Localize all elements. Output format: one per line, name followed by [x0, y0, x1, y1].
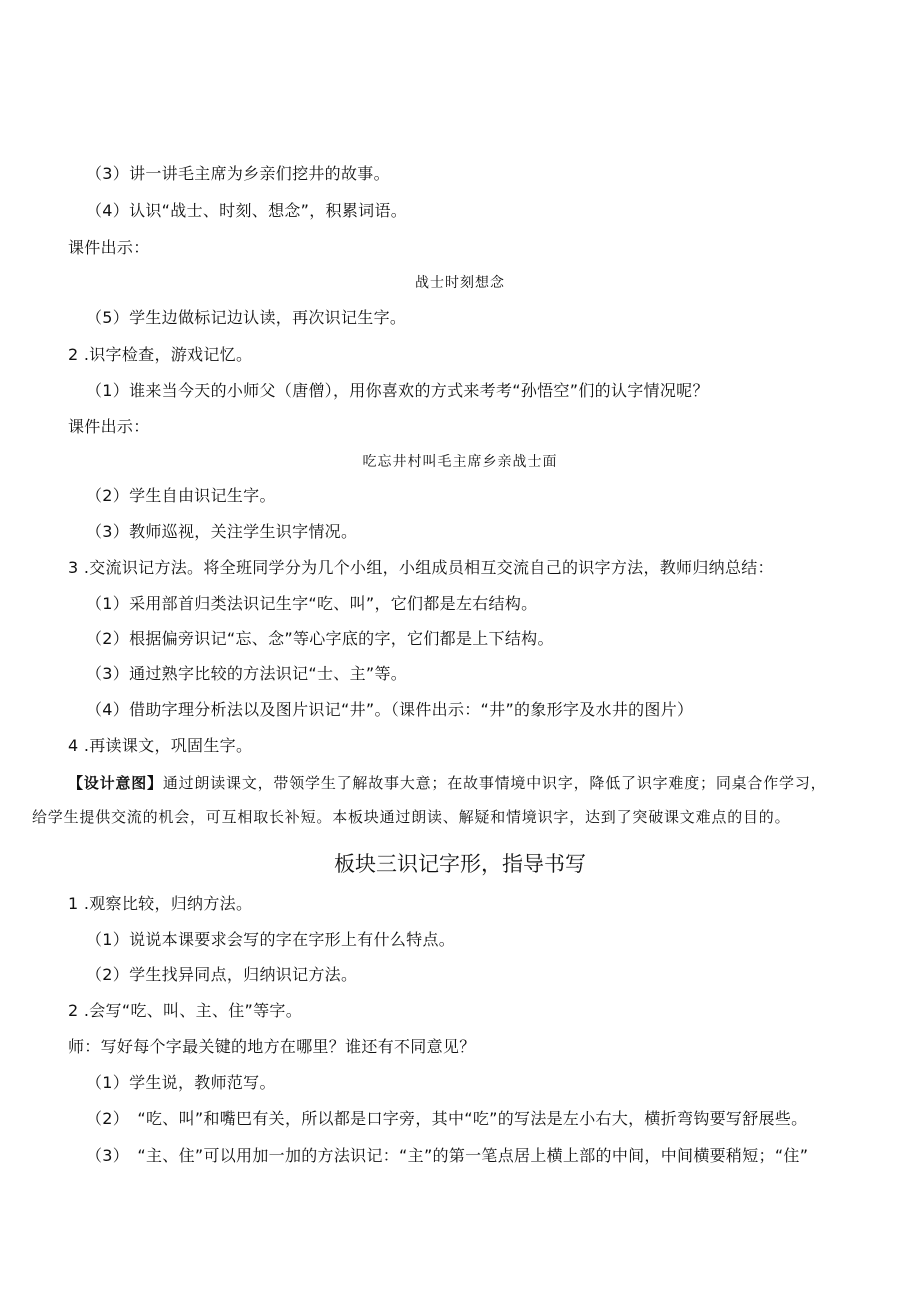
method-2: （2）根据偏旁识记“忘、念”等心字底的字，它们都是上下结构。: [86, 629, 554, 648]
block3-step-1-2: （2）学生找异同点，归纳识记方法。: [86, 965, 358, 984]
method-4: （4）借助字理分析法以及图片识记“井”。（课件出示：“井”的象形字及水井的图片）: [86, 700, 694, 719]
block3-step-1: 1 .观察比较，归纳方法。: [68, 894, 253, 913]
section-4-title: 4 .再读课文，巩固生字。: [68, 736, 253, 755]
design-intent-text: 通过朗读课文，带领学生了解故事大意；在故事情境中识字，降低了识字难度；同桌合作学习，: [162, 774, 827, 792]
section-2-title: 2 .识字检查，游戏记忆。: [68, 345, 253, 364]
block3-step-2: 2 .会写“吃、叫、主、住”等字。: [68, 1001, 303, 1020]
design-intent-label: 【设计意图】: [68, 774, 163, 792]
courseware-label: 课件出示：: [68, 238, 150, 257]
game-step-2: （2）学生自由识记生字。: [86, 486, 276, 505]
method-3: （3）通过熟字比较的方法识记“士、主”等。: [86, 664, 408, 683]
method-1: （1）采用部首归类法识记生字“吃、叫”，它们都是左右结构。: [86, 594, 538, 613]
section-3-title: 3 .交流识记方法。将全班同学分为几个小组，小组成员相互交流自己的识字方法，教师归纳总结：: [68, 558, 774, 577]
block3-step-1-1: （1）说说本课要求会写的字在字形上有什么特点。: [86, 930, 456, 949]
design-intent-line-1: [68, 772, 826, 794]
courseware-label-2: 课件出示：: [68, 417, 150, 436]
block3-step-2-3: （3） “主、住”可以用加一加的方法识记：“主”的第一笔点居上横上部的中间，中间横要稍短；“住”: [86, 1146, 809, 1165]
teacher-question: 师：写好每个字最关键的地方在哪里？谁还有不同意见？: [68, 1037, 476, 1056]
step-5-mark-read: （5）学生边做标记边认读，再次识记生字。: [86, 308, 407, 327]
step-4-learn-words: （4）认识“战士、时刻、想念”，积累词语。: [86, 201, 408, 220]
courseware-characters: 吃忘井村叫毛主席乡亲战士面: [362, 454, 558, 470]
courseware-words: 战士时刻想念: [415, 275, 505, 291]
block3-step-2-2: （2） “吃、叫”和嘴巴有关，所以都是口字旁，其中“吃”的写法是左小右大，横折弯钩要写舒展些。: [86, 1109, 808, 1128]
design-intent-line-2: 给学生提供交流的机会，可互相取长补短。本板块通过朗读、解疑和情境识字，达到了突破课文难点的目的。: [32, 808, 791, 826]
block3-step-2-1: （1）学生说，教师范写。: [86, 1073, 276, 1092]
step-3-tell-story: （3）讲一讲毛主席为乡亲们挖井的故事。: [86, 164, 390, 183]
game-step-1: （1）谁来当今天的小师父（唐僧），用你喜欢的方式来考考“孙悟空”们的认字情况呢？: [86, 381, 709, 400]
game-step-3: （3）教师巡视，关注学生识字情况。: [86, 522, 358, 541]
block-three-heading: 板块三识记字形，指导书写: [334, 852, 586, 876]
